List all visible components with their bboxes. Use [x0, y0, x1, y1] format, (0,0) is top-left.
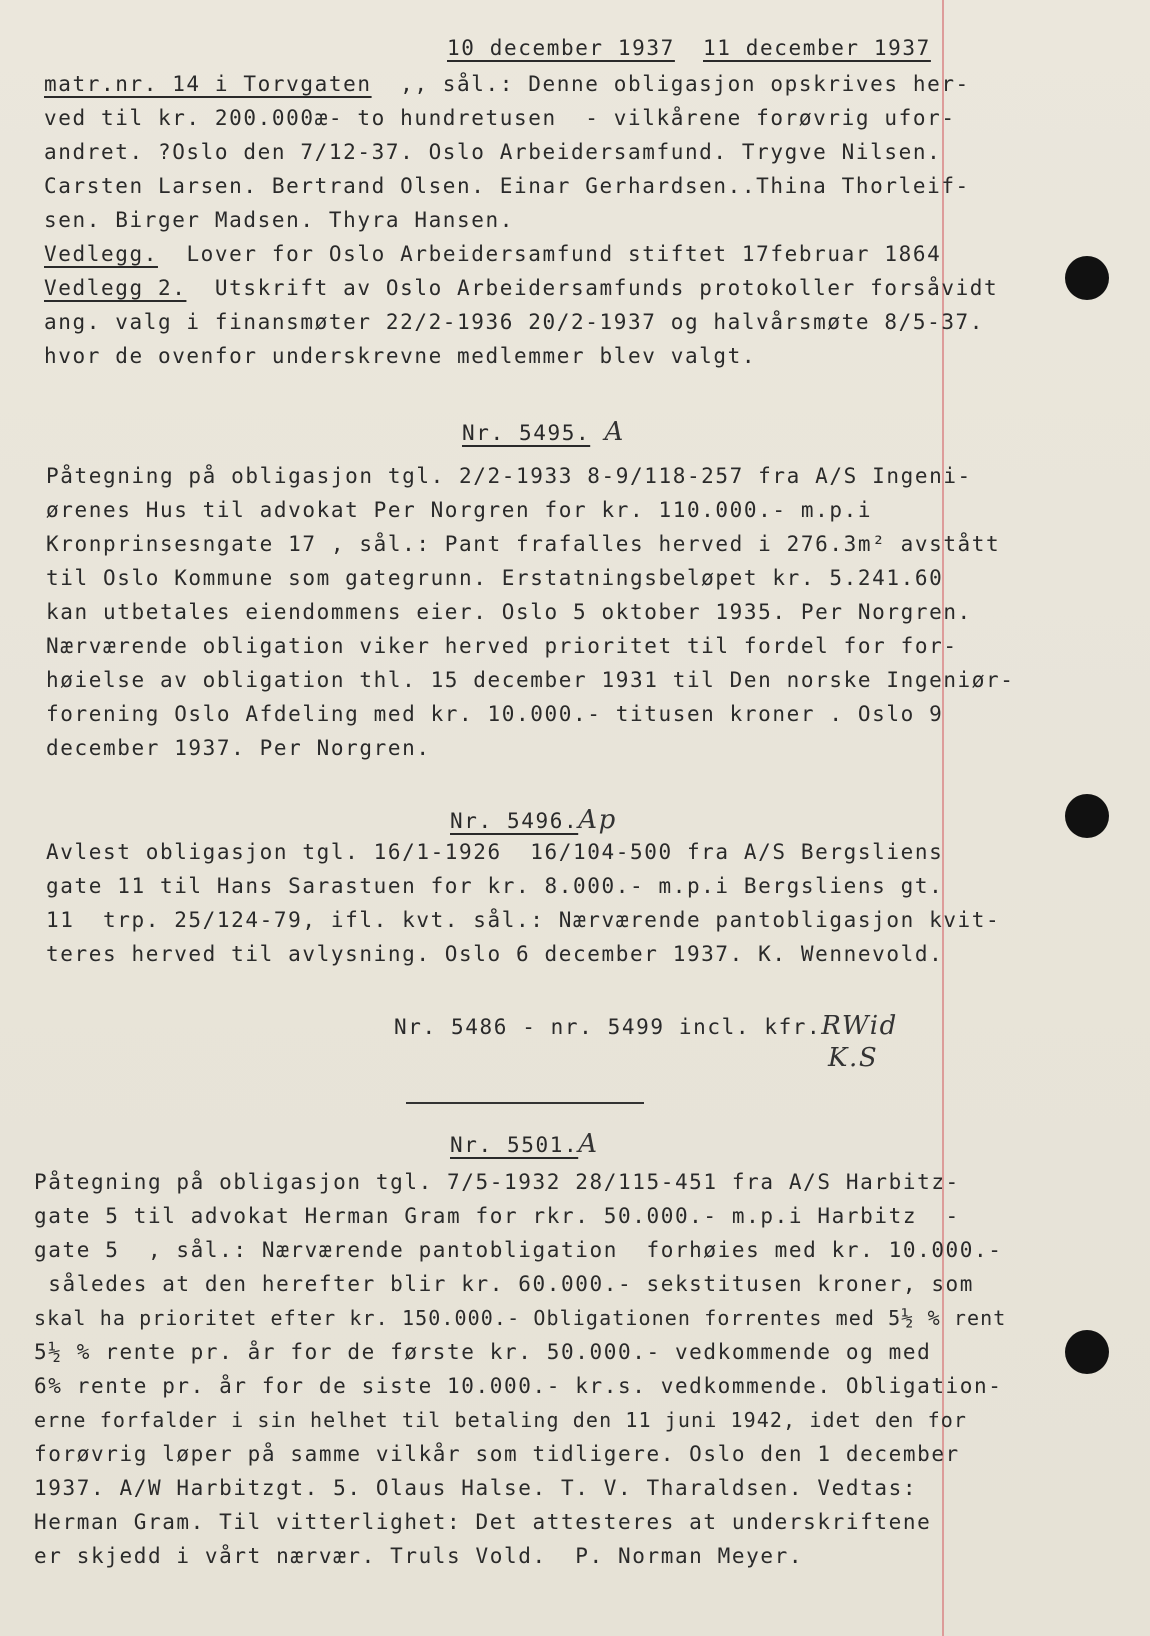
text-line: Kronprinsesngate 17 , sål.: Pant frafalles herved i 276.3m² avstått	[46, 532, 1001, 556]
text-line: Herman Gram. Til vitterlighet: Det attesteres at underskriftene	[34, 1510, 932, 1534]
text-line: 6% rente pr. år for de siste 10.000.- kr.s. vedkommende. Obligation-	[34, 1374, 1003, 1398]
handwritten-mark: A	[578, 1129, 599, 1159]
header-date-left: 10 december 1937	[447, 36, 675, 60]
text-line: ved til kr. 200.000æ- to hundretusen - vilkårene forøvrig ufor-	[44, 106, 956, 130]
text-line: hvor de ovenfor underskrevne medlemmer blev valgt.	[44, 344, 757, 368]
handwritten-mark: Ap	[578, 805, 617, 835]
header-date-right: 11 december 1937	[703, 36, 931, 60]
divider-rule	[406, 1102, 644, 1104]
text-line: ørenes Hus til advokat Per Norgren for kr. 110.000.- m.p.i	[46, 498, 873, 522]
text-line: 5½ % rente pr. år for de første kr. 50.000.- vedkommende og med	[34, 1340, 932, 1364]
text-line: til Oslo Kommune som gategrunn. Erstatningsbeløpet kr. 5.241.60	[46, 566, 944, 590]
range-signature: RWid	[821, 1011, 898, 1041]
text-line: Vedlegg 2. Utskrift av Oslo Arbeidersamfunds protokoller forsåvidt	[44, 276, 999, 300]
text-line: kan utbetales eiendommens eier. Oslo 5 oktober 1935. Per Norgren.	[46, 600, 972, 624]
text-line: ang. valg i finansmøter 22/2-1936 20/2-1937 og halvårsmøte 8/5-37.	[44, 310, 985, 334]
text-line: Påtegning på obligasjon tgl. 2/2-1933 8-9/118-257 fra A/S Ingeni-	[46, 464, 972, 488]
text-line: matr.nr. 14 i Torvgaten ,, sål.: Denne obligasjon opskrives her-	[44, 72, 970, 96]
text-line: således at den herefter blir kr. 60.000.- sekstitusen kroner, som	[34, 1272, 975, 1296]
text-line: Carsten Larsen. Bertrand Olsen. Einar Gerhardsen..Thina Thorleif-	[44, 174, 970, 198]
punch-hole-middle	[1065, 794, 1109, 838]
entry-number: Nr. 5495. A	[462, 417, 625, 447]
text-line: december 1937. Per Norgren.	[46, 736, 431, 760]
range-signature-initials: K.S	[828, 1043, 879, 1073]
handwritten-mark: A	[604, 417, 625, 447]
text-line: forening Oslo Afdeling med kr. 10.000.- titusen kroner . Oslo 9	[46, 702, 944, 726]
punch-hole-top	[1065, 256, 1109, 300]
text-line: andret. ?Oslo den 7/12-37. Oslo Arbeidersamfund. Trygve Nilsen.	[44, 140, 942, 164]
punch-hole-bottom	[1065, 1330, 1109, 1374]
text-line: er skjedd i vårt nærvær. Truls Vold. P. Norman Meyer.	[34, 1544, 804, 1568]
text-line: gate 5 til advokat Herman Gram for rkr. 50.000.- m.p.i Harbitz -	[34, 1204, 960, 1228]
entry-number: Nr. 5501.A	[450, 1129, 599, 1159]
text-line: høielse av obligation thl. 15 december 1931 til Den norske Ingeniør-	[46, 668, 1015, 692]
text-line: Vedlegg. Lover for Oslo Arbeidersamfund stiftet 17februar 1864	[44, 242, 942, 266]
text-line: gate 5 , sål.: Nærværende pantobligation forhøies med kr. 10.000.-	[34, 1238, 1003, 1262]
entry-number: Nr. 5496.Ap	[450, 805, 617, 835]
range-line: Nr. 5486 - nr. 5499 incl. kfr.RWid	[394, 1011, 898, 1041]
text-line: teres herved til avlysning. Oslo 6 december 1937. K. Wennevold.	[46, 942, 944, 966]
text-line: erne forfalder i sin helhet til betaling den 11 juni 1942, idet den for	[34, 1408, 968, 1432]
text-line: 11 trp. 25/124-79, ifl. kvt. sål.: Nærværende pantobligasjon kvit-	[46, 908, 1001, 932]
text-line: Avlest obligasjon tgl. 16/1-1926 16/104-500 fra A/S Bergsliens	[46, 840, 944, 864]
text-line: Påtegning på obligasjon tgl. 7/5-1932 28/115-451 fra A/S Harbitz-	[34, 1170, 960, 1194]
text-line: gate 11 til Hans Sarastuen for kr. 8.000.- m.p.i Bergsliens gt.	[46, 874, 944, 898]
text-line: skal ha prioritet efter kr. 150.000.- Obligationen forrentes med 5½ % rent	[34, 1306, 1007, 1330]
text-line: sen. Birger Madsen. Thyra Hansen.	[44, 208, 515, 232]
text-line: Nærværende obligation viker herved prioritet til fordel for for-	[46, 634, 958, 658]
text-line: 1937. A/W Harbitzgt. 5. Olaus Halse. T. V. Tharaldsen. Vedtas:	[34, 1476, 918, 1500]
text-line: forøvrig løper på samme vilkår som tidligere. Oslo den 1 december	[34, 1442, 960, 1466]
